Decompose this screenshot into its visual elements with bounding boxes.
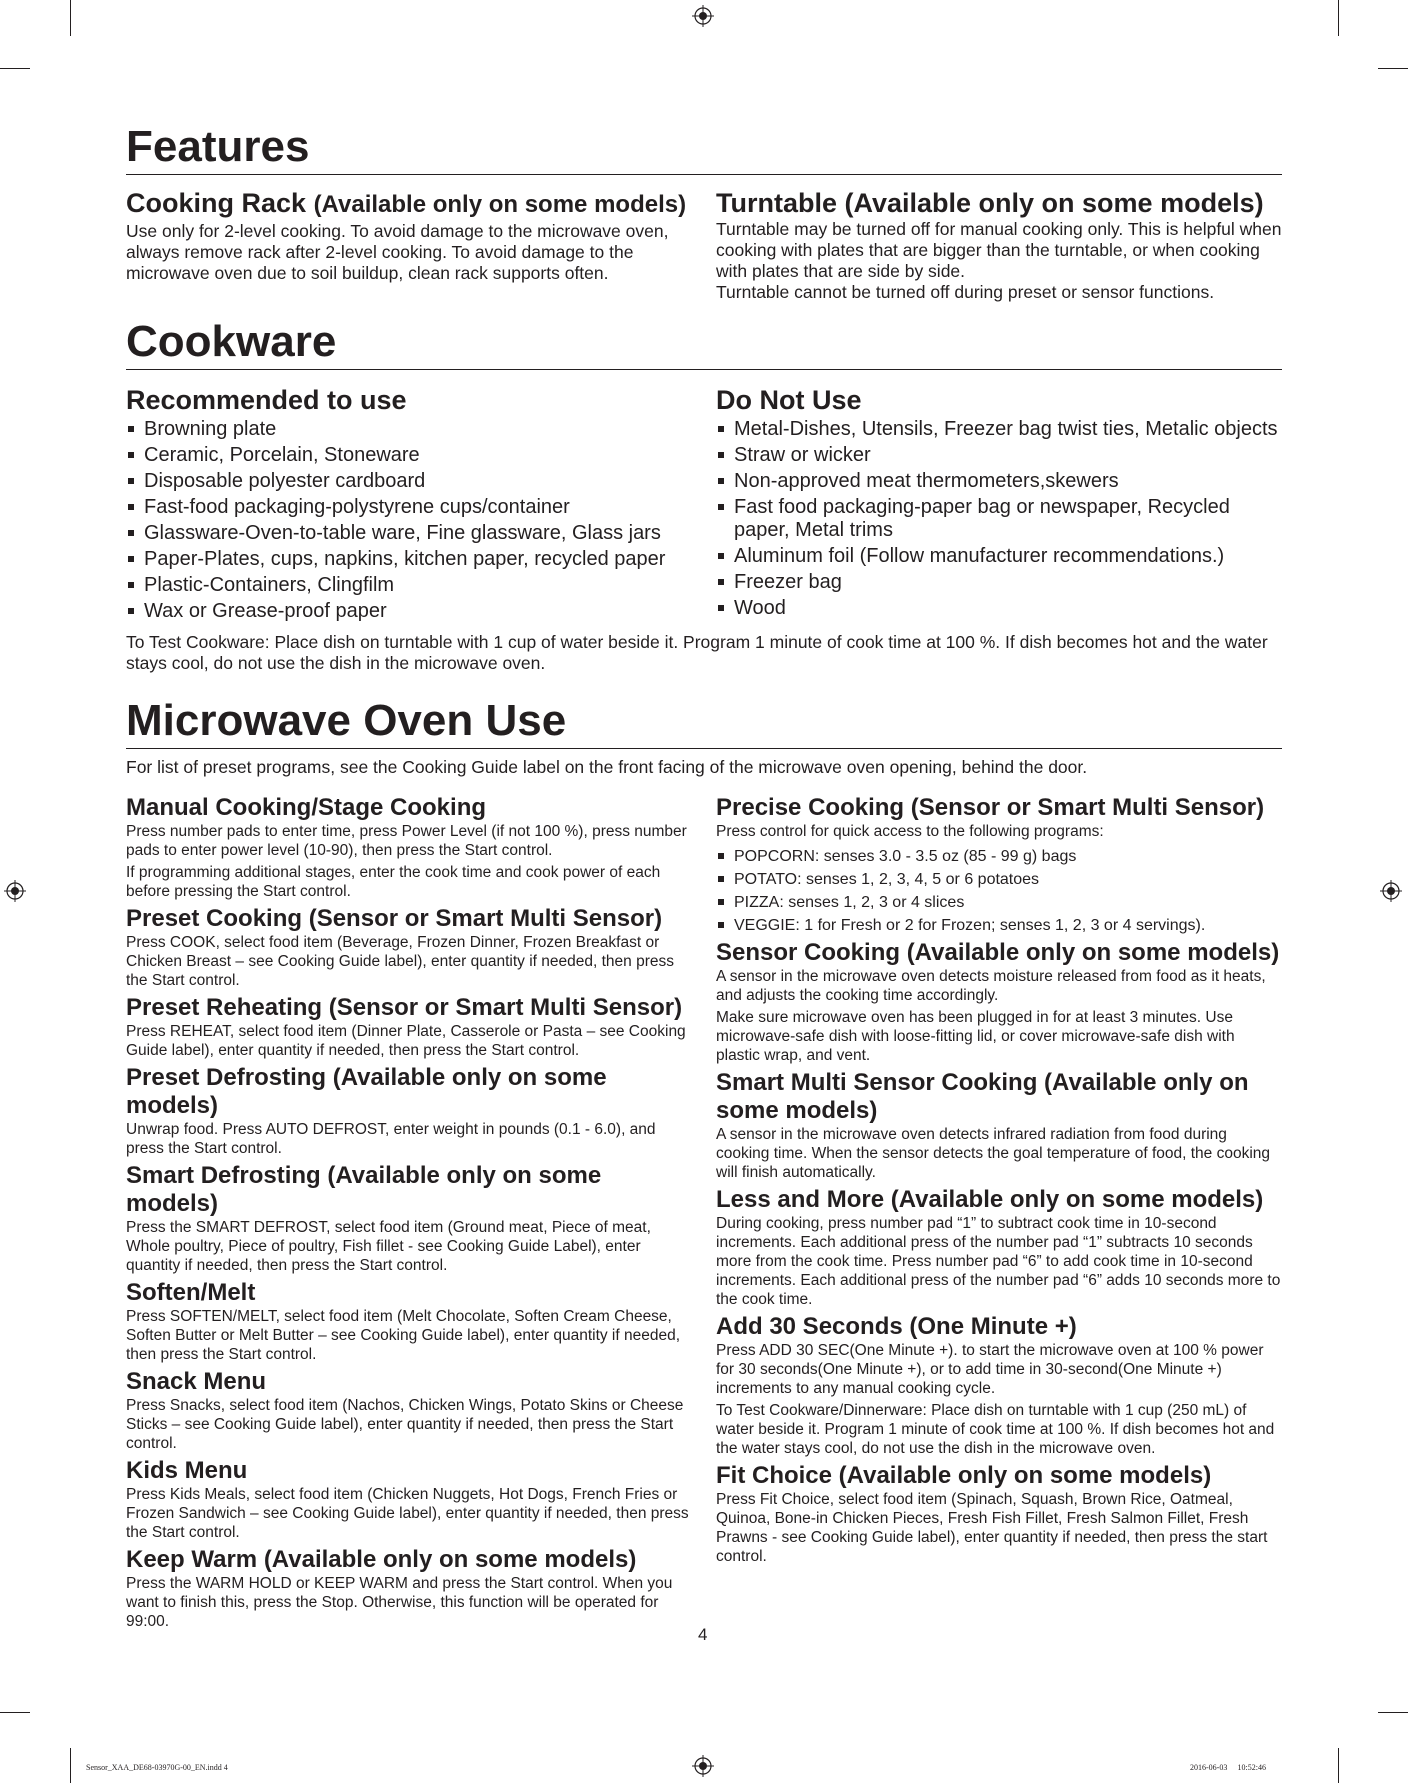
list-item: Straw or wicker — [716, 444, 1282, 467]
cooking-rack-section — [126, 187, 696, 303]
cooking-rack-heading-note: (Available only on some models) — [313, 191, 687, 218]
microwave-left-column — [126, 794, 696, 1635]
crop-mark — [0, 68, 30, 69]
section-body: Make sure microwave oven has been plugged in for at least 3 minutes. Use microwave-safe dish with loose-fitting lid, or cover microwave-safe dish with plastic wrap, and vent. — [716, 1009, 1235, 1064]
section-heading: Manual Cooking/Stage Cooking — [126, 794, 487, 821]
microwave-use-title: Microwave Oven Use — [126, 696, 1282, 749]
registration-mark-icon — [1380, 880, 1402, 902]
list-item: POPCORN: senses 3.0 - 3.5 oz (85 - 99 g) bags — [716, 847, 1282, 866]
less-and-more-section — [716, 1186, 1282, 1309]
crop-mark — [70, 0, 71, 36]
list-item: Fast-food packaging-polystyrene cups/container — [126, 496, 696, 519]
list-item: Wax or Grease-proof paper — [126, 600, 696, 623]
list-item: Paper-Plates, cups, napkins, kitchen paper, recycled paper — [126, 548, 696, 571]
kids-menu-section — [126, 1457, 696, 1542]
manual-cooking-section — [126, 794, 696, 901]
list-item: Fast food packaging-paper bag or newspaper, Recycled paper, Metal trims — [716, 496, 1282, 542]
section-body: Press REHEAT, select food item (Dinner Plate, Casserole or Pasta – see Cooking Guide label), enter quantity if needed, then press the Start control. — [126, 1023, 686, 1059]
do-not-use-heading: Do Not Use — [716, 385, 862, 415]
crop-mark — [1338, 0, 1339, 36]
section-body: During cooking, press number pad “1” to subtract cook time in 10-second increments. Each additional press of the number pad “1” subtracts 10 seconds more from the cook time. Press number pad “6” to add cook time in 10-second increments. Each additional press of the number pad “6” adds 10 seconds more to the cook time. — [716, 1215, 1281, 1308]
list-item: Non-approved meat thermometers,skewers — [716, 470, 1282, 493]
list-item: PIZZA: senses 1, 2, 3 or 4 slices — [716, 893, 1282, 912]
cooking-rack-heading-text: Cooking Rack — [126, 188, 307, 218]
list-item: Freezer bag — [716, 571, 1282, 594]
section-body: Press COOK, select food item (Beverage, Frozen Dinner, Frozen Breakfast or Chicken Breast – see Cooking Guide label), enter quantity if needed, then press the Start control. — [126, 934, 674, 989]
cookware-title: Cookware — [126, 317, 1282, 370]
list-item: POTATO: senses 1, 2, 3, 4, 5 or 6 potatoes — [716, 870, 1282, 889]
registration-mark-icon — [692, 5, 714, 27]
crop-mark — [1378, 68, 1408, 69]
microwave-use-columns — [126, 794, 1282, 1635]
cookware-test-note: To Test Cookware: Place dish on turntable with 1 cup of water beside it. Program 1 minute of cook time at 100 %. If dish becomes hot and the water stays cool, do not use the dish in the microwave oven. — [126, 632, 1268, 673]
smart-defrosting-section — [126, 1162, 696, 1275]
section-heading: Smart Multi Sensor Cooking (Available only on some models) — [716, 1069, 1249, 1124]
crop-mark — [70, 1748, 71, 1783]
turntable-body: Turntable may be turned off for manual cooking only. This is helpful when cooking with plates that are bigger than the turntable, or when cooking with plates that are side by side. — [716, 219, 1282, 281]
features-title: Features — [126, 122, 1282, 175]
registration-mark-icon — [4, 880, 26, 902]
recommended-heading: Recommended to use — [126, 385, 407, 415]
section-body: If programming additional stages, enter the cook time and cook power of each before pressing the Start control. — [126, 864, 661, 900]
list-item: Metal-Dishes, Utensils, Freezer bag twist ties, Metalic objects — [716, 418, 1282, 441]
cookware-columns — [126, 384, 1282, 626]
cooking-rack-heading — [126, 187, 696, 221]
section-heading: Fit Choice (Available only on some models) — [716, 1462, 1212, 1489]
do-not-use-list — [716, 418, 1282, 620]
section-heading: Less and More (Available only on some models) — [716, 1186, 1264, 1213]
page-content — [126, 122, 1282, 1635]
preset-defrosting-section — [126, 1064, 696, 1158]
list-item: Ceramic, Porcelain, Stoneware — [126, 444, 696, 467]
cooking-rack-body: Use only for 2-level cooking. To avoid damage to the microwave oven, always remove rack after 2-level cooking. To avoid damage to the microwave oven due to soil buildup, clean rack supports often. — [126, 221, 669, 283]
section-body: Press SOFTEN/MELT, select food item (Melt Chocolate, Soften Cream Cheese, Soften Butter or Melt Butter – see Cooking Guide label), enter quantity if needed, then press the Start control. — [126, 1308, 681, 1363]
section-body: Press Kids Meals, select food item (Chicken Nuggets, Hot Dogs, French Fries or Frozen Sandwich – see Cooking Guide label), enter quantity if needed, then press the Start control. — [126, 1486, 689, 1541]
registration-mark-icon — [692, 1755, 714, 1777]
precise-cooking-section — [716, 794, 1282, 935]
sensor-cooking-section — [716, 939, 1282, 1065]
section-heading: Smart Defrosting (Available only on some models) — [126, 1162, 602, 1217]
section-body: A sensor in the microwave oven detects moisture released from food as it heats, and adjusts the cooking time accordingly. — [716, 968, 1266, 1004]
section-body: To Test Cookware/Dinnerware: Place dish on turntable with 1 cup (250 mL) of water beside it. Program 1 minute of cook time at 100 %. If dish becomes hot and the water stays cool, do not use the dish in the microwave oven. — [716, 1402, 1275, 1457]
section-heading: Precise Cooking (Sensor or Smart Multi Sensor) — [716, 794, 1265, 821]
section-body: Press Snacks, select food item (Nachos, Chicken Wings, Potato Skins or Cheese Sticks – see Cooking Guide label), enter quantity if needed, then press the Start control. — [126, 1397, 684, 1452]
section-body: Press Fit Choice, select food item (Spinach, Squash, Brown Rice, Oatmeal, Quinoa, Bone-in Chicken Pieces, Fresh Fish Fillet, Fresh Salmon Fillet, Fresh Prawns - see Cooking Guide label), enter quantity if needed, then press the start control. — [716, 1491, 1268, 1565]
section-heading: Preset Cooking (Sensor or Smart Multi Sensor) — [126, 905, 663, 932]
section-body: A sensor in the microwave oven detects infrared radiation from food during cooking time. When the sensor detects the goal temperature of food, the cooking will finish automatically. — [716, 1126, 1271, 1181]
section-body: Press control for quick access to the following programs: — [716, 823, 1104, 840]
microwave-use-intro: For list of preset programs, see the Cooking Guide label on the front facing of the microwave oven opening, behind the door. — [126, 757, 1088, 777]
precise-programs-list — [716, 847, 1282, 935]
section-heading: Snack Menu — [126, 1368, 267, 1395]
list-item: Glassware-Oven-to-table ware, Fine glassware, Glass jars — [126, 522, 696, 545]
section-body: Press ADD 30 SEC(One Minute +). to start the microwave oven at 100 % power for 30 seconds(One Minute +), or to add time in 30-second(One Minute +) increments to any manual cooking cycle. — [716, 1342, 1264, 1397]
section-body: Press number pads to enter time, press Power Level (if not 100 %), press number pads to enter power level (10-90), then press the Start control. — [126, 823, 687, 859]
soften-melt-section — [126, 1279, 696, 1364]
list-item: Plastic-Containers, Clingfilm — [126, 574, 696, 597]
do-not-use-section — [716, 384, 1282, 626]
recommended-list — [126, 418, 696, 623]
section-heading: Add 30 Seconds (One Minute +) — [716, 1313, 1077, 1340]
list-item: VEGGIE: 1 for Fresh or 2 for Frozen; senses 1, 2, 3 or 4 servings). — [716, 916, 1282, 935]
section-heading: Preset Defrosting (Available only on some models) — [126, 1064, 607, 1119]
turntable-note: Turntable cannot be turned off during preset or sensor functions. — [716, 282, 1215, 302]
section-heading: Preset Reheating (Sensor or Smart Multi Sensor) — [126, 994, 683, 1021]
microwave-right-column — [716, 794, 1282, 1635]
fit-choice-section — [716, 1462, 1282, 1566]
list-item: Aluminum foil (Follow manufacturer recommendations.) — [716, 545, 1282, 568]
list-item: Browning plate — [126, 418, 696, 441]
section-heading: Keep Warm (Available only on some models) — [126, 1546, 637, 1573]
recommended-section — [126, 384, 696, 626]
section-body: Press the SMART DEFROST, select food item (Ground meat, Piece of meat, Whole poultry, Piece of poultry, Fish fillet - see Cooking Guide Label), enter quantity if needed, then press the Start control. — [126, 1219, 651, 1274]
slug-timestamp: 2016-06-03 ￿ 10:52:46 — [1190, 1763, 1266, 1772]
turntable-heading: Turntable (Available only on some models) — [716, 188, 1264, 218]
slug-filename: Sensor_XAA_DE68-03970G-00_EN.indd 4 — [86, 1763, 228, 1772]
turntable-section — [716, 187, 1282, 303]
section-heading: Sensor Cooking (Available only on some models) — [716, 939, 1280, 966]
add-30-seconds-section — [716, 1313, 1282, 1458]
section-body: Press the WARM HOLD or KEEP WARM and press the Start control. When you want to finish this, press the Stop. Otherwise, this function will be operated for 99:00. — [126, 1575, 673, 1630]
crop-mark — [1338, 1748, 1339, 1783]
list-item: Wood — [716, 597, 1282, 620]
list-item: Disposable polyester cardboard — [126, 470, 696, 493]
snack-menu-section — [126, 1368, 696, 1453]
keep-warm-section — [126, 1546, 696, 1631]
smart-multi-sensor-section — [716, 1069, 1282, 1182]
section-heading: Soften/Melt — [126, 1279, 256, 1306]
preset-reheating-section — [126, 994, 696, 1060]
features-columns — [126, 187, 1282, 303]
preset-cooking-section — [126, 905, 696, 990]
section-body: Unwrap food. Press AUTO DEFROST, enter weight in pounds (0.1 - 6.0), and press the Start control. — [126, 1121, 656, 1157]
crop-mark — [0, 1712, 30, 1713]
page-number: 4 — [698, 1625, 708, 1644]
section-heading: Kids Menu — [126, 1457, 248, 1484]
crop-mark — [1378, 1712, 1408, 1713]
